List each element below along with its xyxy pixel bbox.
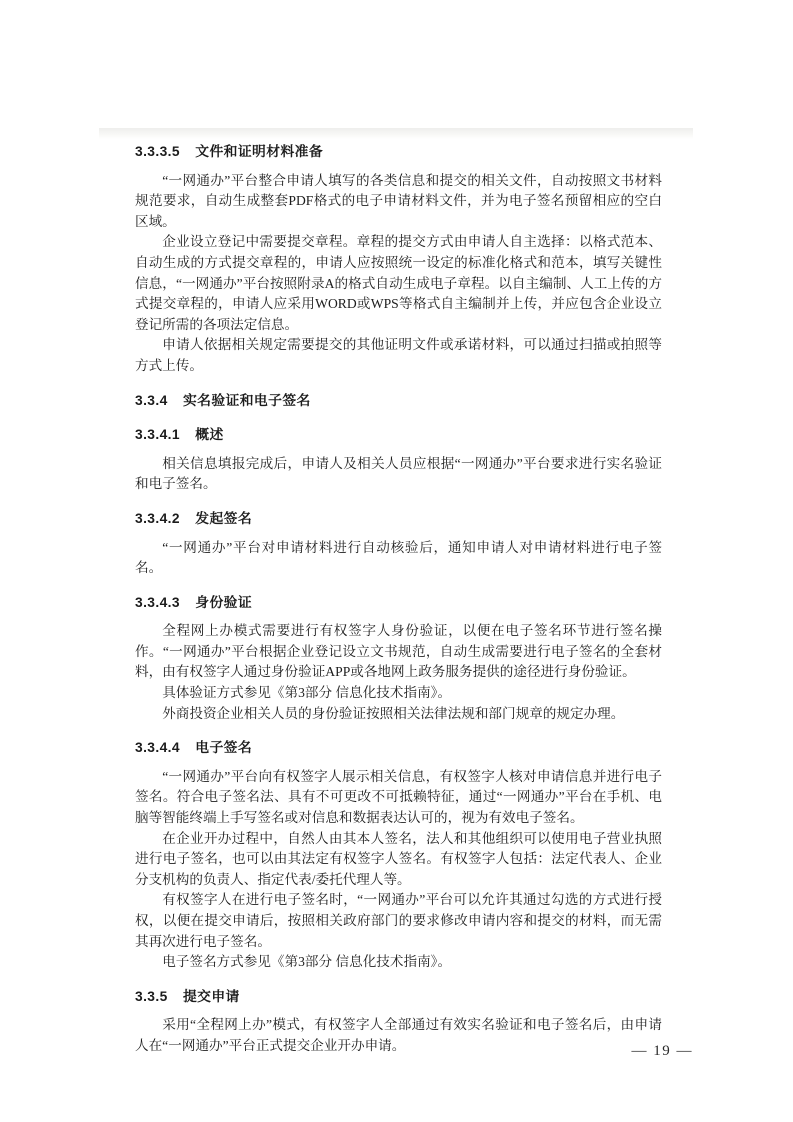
heading-number: 3.3.4.3	[135, 594, 180, 610]
page-number	[632, 1043, 694, 1060]
heading-number: 3.3.4	[135, 392, 168, 408]
paragraph: 有权签字人在进行电子签名时，“一网通办”平台可以允许其通过勾选的方式进行授权，以便在提交申请后，按照相关政府部门的要求修改申请内容和提交的材料，而无需其再次进行电子签名。	[135, 892, 662, 949]
paragraph: 外商投资企业相关人员的身份验证按照相关法律法规和部门规章的规定办理。	[162, 705, 625, 721]
section-heading-3344	[135, 738, 662, 759]
section-heading-3341	[135, 425, 662, 446]
heading-title: 提交申请	[182, 988, 240, 1004]
heading-title: 概述	[195, 427, 224, 443]
heading-number: 3.3.5	[135, 988, 168, 1004]
paragraph: 相关信息填报完成后，申请人及相关人员应根据“一网通办”平台要求进行实名验证和电子签名。	[135, 455, 662, 492]
paragraph: 企业设立登记中需要提交章程。章程的提交方式由申请人自主选择：以格式范本、自动生成的方式提交章程的，申请人应按照统一设定的标准化格式和范本，填写关键性信息，“一网通办”平台按照附录A的格式自动生成电子章程。以自主编制、人工上传的方式提交章程的，申请人应采用WORD或WPS等格式自主编制并上传，并应包含企业设立登记所需的各项法定信息。	[135, 234, 662, 332]
heading-number: 3.3.4.4	[135, 740, 180, 756]
section-heading-3342	[135, 509, 662, 530]
section-heading-335	[135, 987, 662, 1008]
paragraph: “一网通办”平台整合申请人填写的各类信息和提交的相关文件，自动按照文书材料规范要求，自动生成整套PDF格式的电子申请材料文件，并为电子签名预留相应的空白区域。	[135, 172, 662, 229]
section-heading-3335	[135, 142, 662, 163]
paragraph: “一网通办”平台对申请材料进行自动核验后，通知申请人对申请材料进行电子签名。	[135, 539, 662, 576]
paragraph: 具体验证方式参见《第3部分 信息化技术指南》。	[162, 685, 452, 701]
paragraph: “一网通办”平台向有权签字人展示相关信息，有权签字人核对申请信息并进行电子签名。符合电子签名法、具有不可更改不可抵赖特征，通过“一网通办”平台在手机、电脑等智能终端上手写签名或对信息和数据表达认可的，视为有效电子签名。	[135, 768, 662, 826]
paragraph: 采用“全程网上办”模式，有权签字人全部通过有效实名验证和电子签名后，由申请人在“一网通办”平台正式提交企业开办申请。	[135, 1017, 662, 1053]
heading-number: 3.3.3.5	[135, 144, 180, 159]
heading-title: 发起签名	[195, 510, 253, 526]
heading-title: 身份验证	[195, 594, 253, 610]
heading-title: 实名验证和电子签名	[182, 392, 311, 408]
heading-number: 3.3.4.2	[135, 510, 180, 526]
section-heading-334	[135, 391, 662, 412]
heading-number: 3.3.4.1	[135, 427, 180, 443]
page-number-label: — 19 —	[631, 1043, 693, 1059]
heading-title: 电子签名	[195, 740, 253, 756]
paragraph: 申请人依据相关规定需要提交的其他证明文件或承诺材料，可以通过扫描或拍照等方式上传。	[135, 337, 662, 373]
scan-shadow-band	[99, 128, 693, 139]
document-content	[135, 142, 662, 1057]
paragraph: 电子签名方式参见《第3部分 信息化技术指南》。	[162, 954, 452, 970]
paragraph: 全程网上办模式需要进行有权签字人身份验证，以便在电子签名环节进行签名操作。“一网通办”平台根据企业登记设立文书规范，自动生成需要进行电子签名的全套材料，由有权签字人通过身份验证APP或各地网上政务服务提供的途径进行身份验证。	[135, 623, 662, 680]
heading-title: 文件和证明材料准备	[195, 144, 324, 159]
section-heading-3343	[135, 593, 662, 614]
paragraph: 在企业开办过程中，自然人由其本人签名，法人和其他组织可以使用电子营业执照进行电子签名，也可以由其法定有权签字人签名。有权签字人包括：法定代表人、企业分支机构的负责人、指定代表/委托代理人等。	[135, 830, 662, 887]
